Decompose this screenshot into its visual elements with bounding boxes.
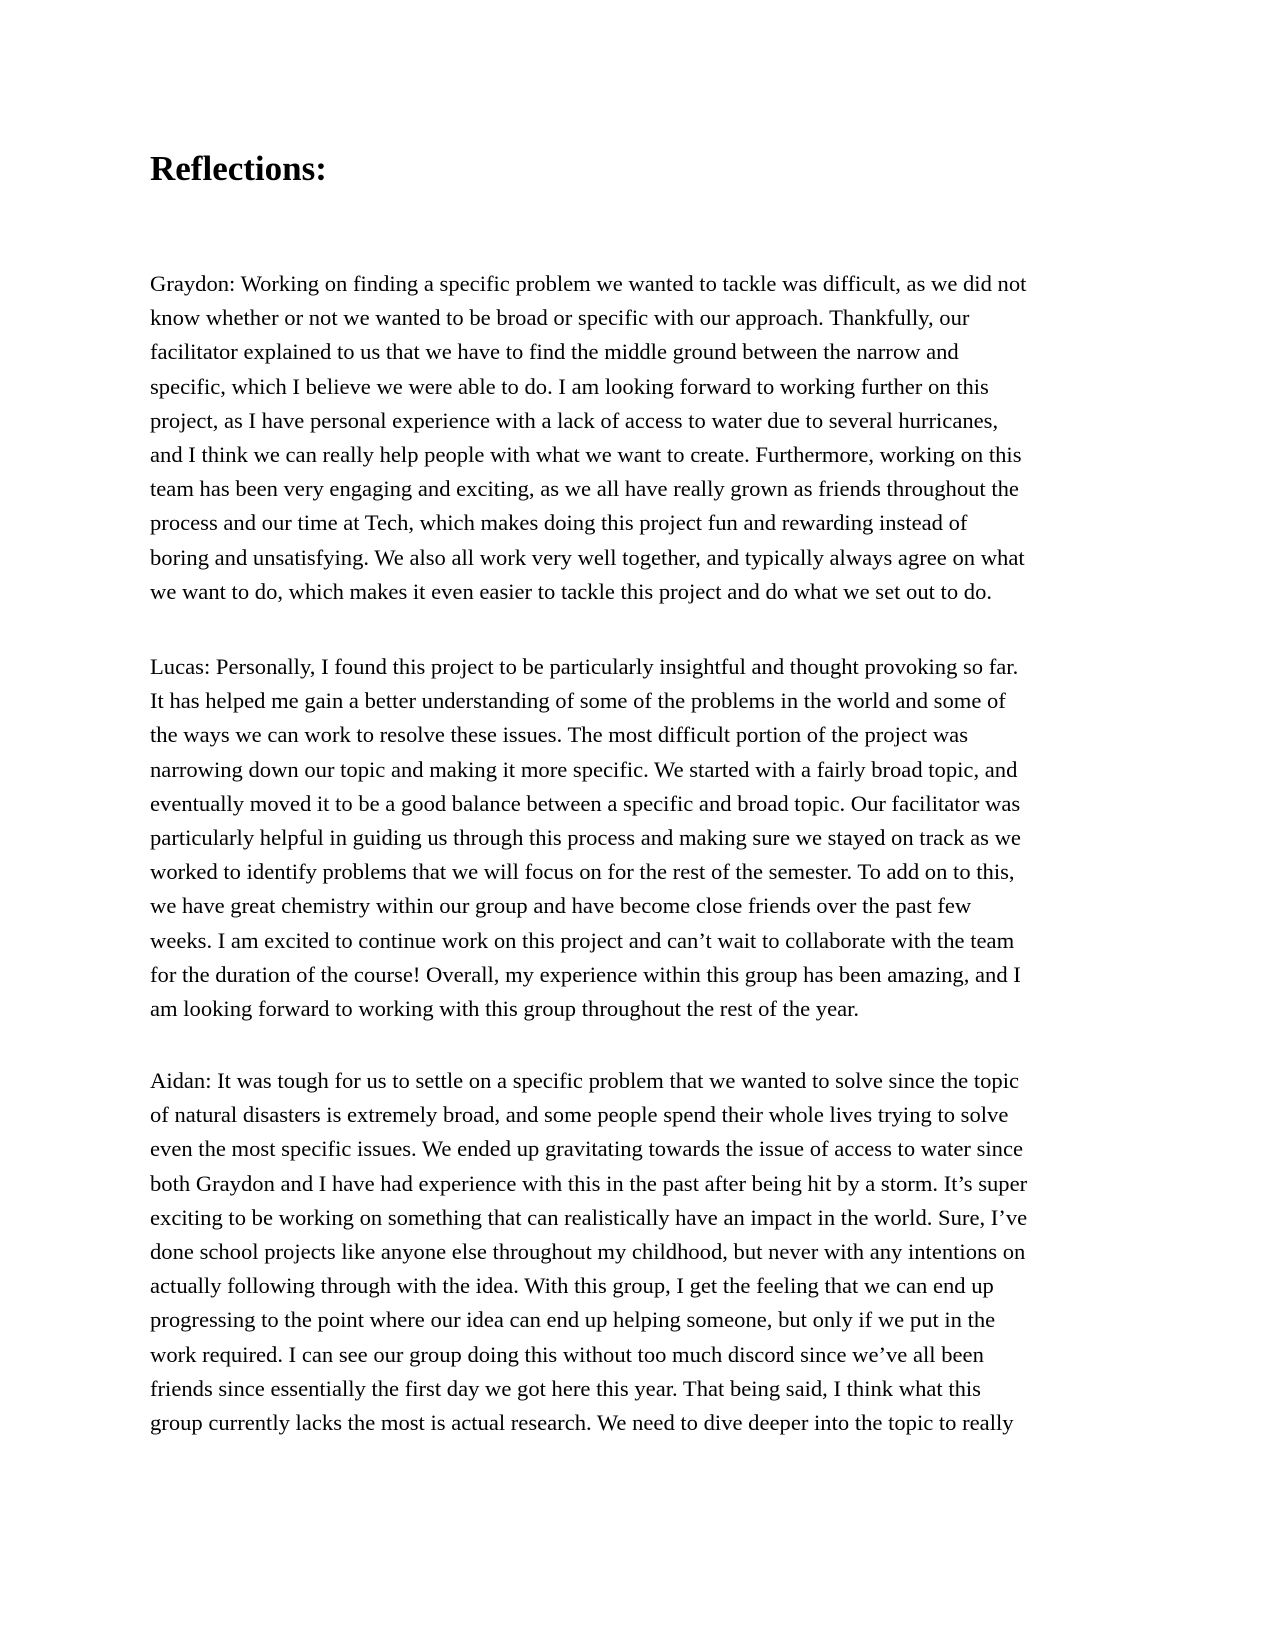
paragraph-line: actually following through with the idea. With this group, I get the feeling that we can end up bbox=[150, 1273, 994, 1299]
reflection-paragraph-aidan bbox=[150, 1064, 1130, 1440]
paragraph-line: and I think we can really help people with what we want to create. Furthermore, working on this bbox=[150, 442, 1022, 468]
paragraph-line: Aidan: It was tough for us to settle on a specific problem that we wanted to solve since the topic bbox=[150, 1068, 1020, 1093]
paragraph-line: we want to do, which makes it even easier to tackle this project and do what we set out to do. bbox=[150, 578, 993, 604]
paragraph-line: narrowing down our topic and making it more specific. We started with a fairly broad topic, and bbox=[150, 756, 1018, 782]
paragraph-line: weeks. I am excited to continue work on this project and can’t wait to collaborate with the team bbox=[150, 927, 1015, 953]
paragraph-line: project, as I have personal experience with a lack of access to water due to several hurricanes, bbox=[150, 407, 999, 433]
paragraph-line: team has been very engaging and exciting, as we all have really grown as friends throughout the bbox=[150, 476, 1019, 502]
paragraph-line: exciting to be working on something that can realistically have an impact in the world. Sure, I’ve bbox=[150, 1204, 1028, 1230]
page-title: Reflections: bbox=[150, 149, 327, 188]
paragraph-line: process and our time at Tech, which makes doing this project fun and rewarding instead of bbox=[150, 510, 968, 536]
paragraph-line: am looking forward to working with this group throughout the rest of the year. bbox=[150, 996, 860, 1022]
paragraph-line: specific, which I believe we were able to do. I am looking forward to working further on this bbox=[150, 373, 989, 399]
paragraph-line: for the duration of the course! Overall, my experience within this group has been amazing, and I bbox=[150, 961, 1021, 987]
reflection-paragraph-graydon bbox=[150, 267, 1130, 609]
paragraph-line: particularly helpful in guiding us through this process and making sure we stayed on track as we bbox=[150, 825, 1021, 851]
paragraph-line: worked to identify problems that we will focus on for the rest of the semester. To add on to this, bbox=[150, 859, 1015, 885]
paragraph-line: progressing to the point where our idea can end up helping someone, but only if we put in the bbox=[150, 1307, 996, 1333]
paragraph-line: even the most specific issues. We ended up gravitating towards the issue of access to water since bbox=[150, 1136, 1024, 1162]
paragraph-line: work required. I can see our group doing this without too much discord since we’ve all been bbox=[150, 1341, 984, 1367]
paragraph-line: Graydon: Working on finding a specific problem we wanted to tackle was difficult, as we did not bbox=[150, 271, 1027, 296]
reflection-paragraph-lucas bbox=[150, 650, 1130, 1026]
paragraph-line: we have great chemistry within our group and have become close friends over the past few bbox=[150, 893, 972, 919]
paragraph-line: facilitator explained to us that we have to find the middle ground between the narrow and bbox=[150, 339, 959, 365]
paragraph-line: Lucas: Personally, I found this project to be particularly insightful and thought provoking so far. bbox=[150, 654, 1019, 679]
paragraph-line: know whether or not we wanted to be broad or specific with our approach. Thankfully, our bbox=[150, 305, 970, 331]
paragraph-line: done school projects like anyone else throughout my childhood, but never with any intentions on bbox=[150, 1239, 1026, 1265]
paragraph-line: both Graydon and I have had experience with this in the past after being hit by a storm. It’s super bbox=[150, 1170, 1028, 1196]
paragraph-line: eventually moved it to be a good balance between a specific and broad topic. Our facilitator was bbox=[150, 790, 1021, 816]
paragraph-line: friends since essentially the first day we got here this year. That being said, I think what this bbox=[150, 1375, 981, 1401]
paragraph-line: of natural disasters is extremely broad, and some people spend their whole lives trying to solve bbox=[150, 1102, 1009, 1128]
paragraph-line: boring and unsatisfying. We also all work very well together, and typically always agree on what bbox=[150, 544, 1025, 570]
paragraph-line: the ways we can work to resolve these issues. The most difficult portion of the project was bbox=[150, 722, 968, 748]
paragraph-line: group currently lacks the most is actual research. We need to dive deeper into the topic to really bbox=[150, 1410, 1014, 1436]
paragraph-line: It has helped me gain a better understanding of some of the problems in the world and some of bbox=[150, 688, 1006, 714]
